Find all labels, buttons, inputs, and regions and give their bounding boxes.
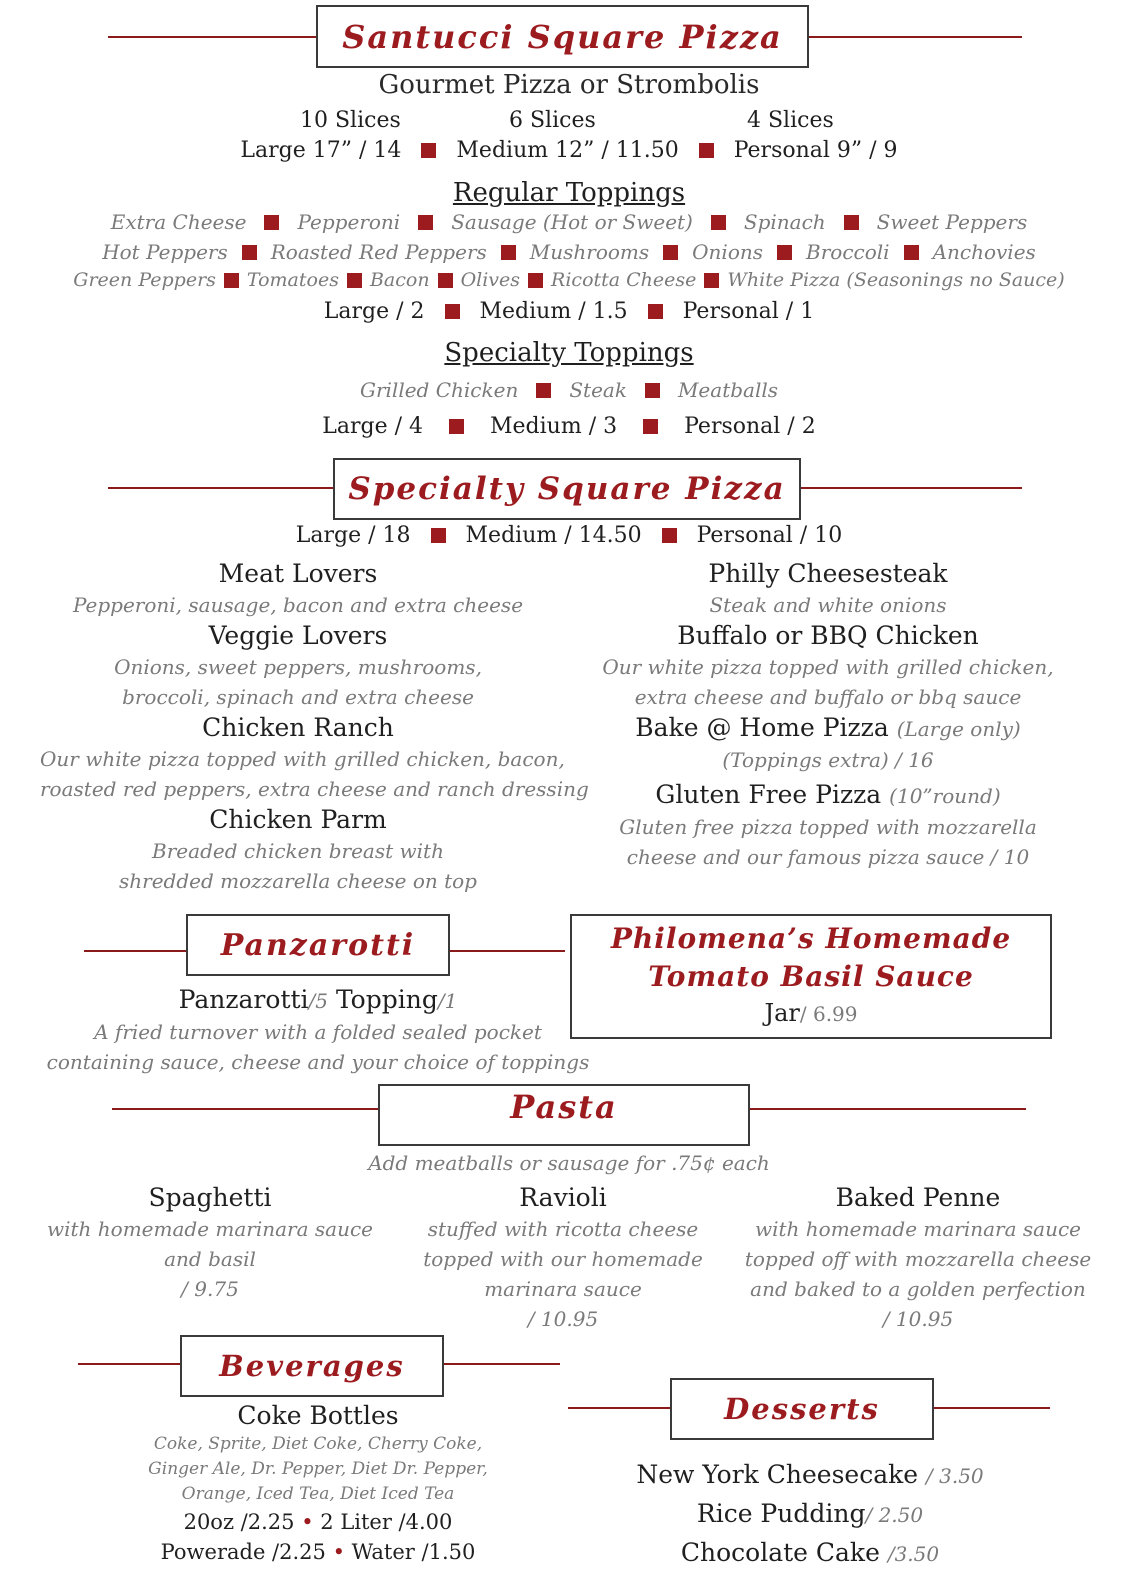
specialty-toppings-prices	[0, 414, 1138, 439]
separator-icon	[449, 419, 464, 434]
topping: Pepperoni	[297, 210, 401, 234]
menu-item-desc: Our white pizza topped with grilled chicken,	[602, 655, 1054, 679]
menu-item-desc: (Toppings extra) / 16	[722, 748, 934, 772]
regular-toppings-row-1	[0, 210, 1138, 234]
menu-item-desc: with homemade marinara sauce	[47, 1217, 373, 1241]
pasta-item-ravioli	[400, 1182, 726, 1334]
size-large: Large 17” / 14	[240, 138, 402, 163]
menu-item-name-row	[596, 779, 1060, 812]
topping: Roasted Red Peppers	[270, 240, 487, 264]
menu-item-desc: shredded mozzarella cheese on top	[119, 869, 477, 893]
regular-toppings-row-3	[0, 269, 1138, 291]
price: Personal / 10	[696, 523, 843, 548]
specialty-toppings-list	[0, 378, 1138, 402]
regular-toppings-heading: Regular Toppings	[452, 178, 686, 208]
beverage-price: 2 Liter /4.00	[320, 1510, 453, 1534]
menu-item-desc: topped with our homemade	[423, 1247, 703, 1271]
separator-icon	[528, 273, 543, 288]
sauce-box	[570, 914, 1052, 1039]
beverages-section	[70, 1400, 566, 1567]
price: Medium / 3	[490, 414, 618, 439]
specialty-title-box	[333, 458, 801, 520]
separator-icon	[645, 383, 660, 398]
menu-item-name: Baked Penne	[835, 1183, 1001, 1212]
menu-item-name: Gluten Free Pizza	[655, 780, 882, 809]
separator-icon	[224, 273, 239, 288]
dessert-name: New York Cheesecake	[636, 1460, 919, 1489]
beverage-price: Powerade /2.25	[160, 1540, 326, 1564]
size-personal: Personal 9” / 9	[733, 138, 898, 163]
beverage-name: Coke Bottles	[237, 1401, 399, 1430]
price: Personal / 1	[682, 299, 815, 324]
beverage-price: Water /1.50	[351, 1540, 476, 1564]
separator-icon	[445, 304, 460, 319]
topping: Hot Peppers	[102, 240, 228, 264]
topping-label: Topping	[335, 985, 438, 1014]
menu-item-note: (10”round)	[889, 784, 1001, 808]
menu-item-desc: stuffed with ricotta cheese	[427, 1217, 699, 1241]
bullet-icon: •	[301, 1510, 314, 1534]
dessert-name: Chocolate Cake	[680, 1538, 880, 1567]
panzarotti-desc: A fried turnover with a folded sealed pocket	[94, 1020, 542, 1044]
separator-icon	[421, 143, 436, 158]
separator-icon	[844, 215, 859, 230]
beverage-desc: Orange, Iced Tea, Diet Iced Tea	[181, 1484, 455, 1504]
sauce-title-line1: Philomena’s Homemade	[610, 922, 1012, 955]
slices-personal: 4 Slices	[747, 108, 834, 133]
topping: Olives	[460, 269, 521, 291]
price: Large / 18	[295, 523, 411, 548]
pasta-title-box	[378, 1084, 750, 1146]
sauce-title-line2: Tomato Basil Sauce	[648, 960, 974, 993]
topping: Grilled Chicken	[359, 378, 519, 402]
beverages-title-box	[180, 1335, 444, 1397]
topping: Green Peppers	[73, 269, 216, 291]
menu-item-price: / 10.95	[527, 1307, 599, 1331]
specialty-left-column	[40, 558, 589, 896]
menu-item-desc: topped off with mozzarella cheese	[744, 1247, 1092, 1271]
separator-icon	[704, 273, 719, 288]
topping: Ricotta Cheese	[551, 269, 697, 291]
separator-icon	[418, 215, 433, 230]
santucci-size-prices	[0, 138, 1138, 163]
menu-item-name: Bake @ Home Pizza	[635, 713, 889, 742]
beverages-title: Beverages	[219, 1349, 405, 1383]
menu-item-name: Buffalo or BBQ Chicken	[677, 621, 979, 650]
separator-icon	[264, 215, 279, 230]
beverage-price: 20oz /2.25	[183, 1510, 295, 1534]
menu-item-name: Meat Lovers	[218, 559, 378, 588]
topping: Steak	[569, 378, 627, 402]
menu-item-desc: marinara sauce	[484, 1277, 642, 1301]
panzarotti-price: /5	[308, 989, 328, 1013]
dessert-price: / 2.50	[865, 1503, 924, 1527]
menu-item-desc: Pepperoni, sausage, bacon and extra cheese	[72, 593, 524, 617]
santucci-title-box	[316, 5, 809, 68]
menu-item-desc: Breaded chicken breast with	[152, 839, 444, 863]
menu-item-name: Ravioli	[519, 1183, 607, 1212]
menu-item-name: Veggie Lovers	[208, 621, 388, 650]
price: Personal / 2	[684, 414, 816, 439]
separator-icon	[536, 383, 551, 398]
specialty-title: Specialty Square Pizza	[348, 471, 786, 507]
santucci-title: Santucci Square Pizza	[342, 17, 783, 56]
topping: White Pizza (Seasonings no Sauce)	[727, 269, 1065, 291]
dessert-price: / 3.50	[926, 1464, 984, 1488]
slices-medium: 6 Slices	[509, 108, 596, 133]
topping: Meatballs	[677, 378, 779, 402]
pasta-item-baked-penne	[740, 1182, 1096, 1334]
topping: Spinach	[743, 210, 826, 234]
menu-item-name: Spaghetti	[148, 1183, 272, 1212]
pasta-title: Pasta	[510, 1088, 618, 1126]
topping: Sausage (Hot or Sweet)	[451, 210, 693, 234]
price: Medium / 14.50	[465, 523, 642, 548]
topping-price: /1	[437, 989, 458, 1013]
separator-icon	[643, 419, 658, 434]
topping: Bacon	[369, 269, 430, 291]
separator-icon	[711, 215, 726, 230]
separator-icon	[904, 245, 919, 260]
menu-item-name: Chicken Ranch	[202, 713, 394, 742]
menu-item-desc: and baked to a golden perfection	[750, 1277, 1086, 1301]
regular-toppings-row-2	[0, 240, 1138, 264]
topping: Broccoli	[806, 240, 890, 264]
specialty-toppings-heading: Specialty Toppings	[444, 338, 694, 368]
menu-item-name-row	[596, 712, 1060, 745]
slices-large: 10 Slices	[300, 108, 401, 133]
separator-icon	[431, 528, 446, 543]
menu-item-price: / 10.95	[882, 1307, 954, 1331]
menu-item-desc: Onions, sweet peppers, mushrooms,	[114, 655, 482, 679]
desserts-title: Desserts	[724, 1392, 880, 1426]
separator-icon	[242, 245, 257, 260]
panzarotti-desc: containing sauce, cheese and your choice of toppings	[46, 1050, 590, 1074]
specialty-right-column	[596, 558, 1060, 872]
topping: Extra Cheese	[110, 210, 247, 234]
panzarotti-section	[40, 984, 596, 1077]
topping: Sweet Peppers	[876, 210, 1028, 234]
topping: Onions	[692, 240, 764, 264]
price: Large / 4	[322, 414, 424, 439]
panzarotti-name: Panzarotti	[178, 985, 309, 1014]
topping: Anchovies	[932, 240, 1036, 264]
menu-item-desc: cheese and our famous pizza sauce / 10	[626, 845, 1030, 869]
panzarotti-title: Panzarotti	[220, 927, 416, 963]
pasta-item-spaghetti	[40, 1182, 380, 1304]
bullet-icon: •	[332, 1540, 345, 1564]
separator-icon	[663, 245, 678, 260]
menu-item-desc: broccoli, spinach and extra cheese	[122, 685, 474, 709]
menu-item-desc: roasted red peppers, extra cheese and ranch dressing	[40, 777, 589, 801]
dessert-price: /3.50	[887, 1542, 940, 1566]
regular-toppings-prices	[0, 299, 1138, 324]
menu-item-desc: Steak and white onions	[709, 593, 947, 617]
panzarotti-title-box	[186, 914, 450, 976]
dessert-name: Rice Pudding	[696, 1499, 866, 1528]
desserts-title-box	[670, 1378, 934, 1440]
size-medium: Medium 12” / 11.50	[456, 138, 679, 163]
beverage-desc: Ginger Ale, Dr. Pepper, Diet Dr. Pepper,	[148, 1459, 488, 1479]
menu-item-desc: with homemade marinara sauce	[755, 1217, 1081, 1241]
menu-item-price: / 9.75	[181, 1277, 239, 1301]
santucci-subtitle: Gourmet Pizza or Strombolis	[378, 70, 760, 100]
beverage-desc: Coke, Sprite, Diet Coke, Cherry Coke,	[153, 1434, 483, 1454]
menu-item-name: Philly Cheesesteak	[708, 559, 948, 588]
separator-icon	[501, 245, 516, 260]
topping: Tomatoes	[246, 269, 339, 291]
specialty-prices	[0, 523, 1138, 548]
separator-icon	[347, 273, 362, 288]
sauce-price: / 6.99	[799, 1002, 858, 1026]
menu-item-desc: extra cheese and buffalo or bbq sauce	[634, 685, 1022, 709]
price: Medium / 1.5	[479, 299, 628, 324]
pasta-note: Add meatballs or sausage for .75¢ each	[368, 1151, 770, 1175]
menu-item-name: Chicken Parm	[209, 805, 387, 834]
menu-item-note: (Large only)	[896, 717, 1021, 741]
sauce-item: Jar	[764, 999, 800, 1027]
topping: Mushrooms	[529, 240, 650, 264]
separator-icon	[648, 304, 663, 319]
separator-icon	[438, 273, 453, 288]
separator-icon	[699, 143, 714, 158]
menu-item-desc: Gluten free pizza topped with mozzarella	[619, 815, 1037, 839]
separator-icon	[662, 528, 677, 543]
price: Large / 2	[323, 299, 425, 324]
menu-item-desc: and basil	[164, 1247, 256, 1271]
desserts-section	[580, 1456, 1040, 1573]
separator-icon	[777, 245, 792, 260]
menu-item-desc: Our white pizza topped with grilled chicken, bacon,	[40, 747, 565, 771]
